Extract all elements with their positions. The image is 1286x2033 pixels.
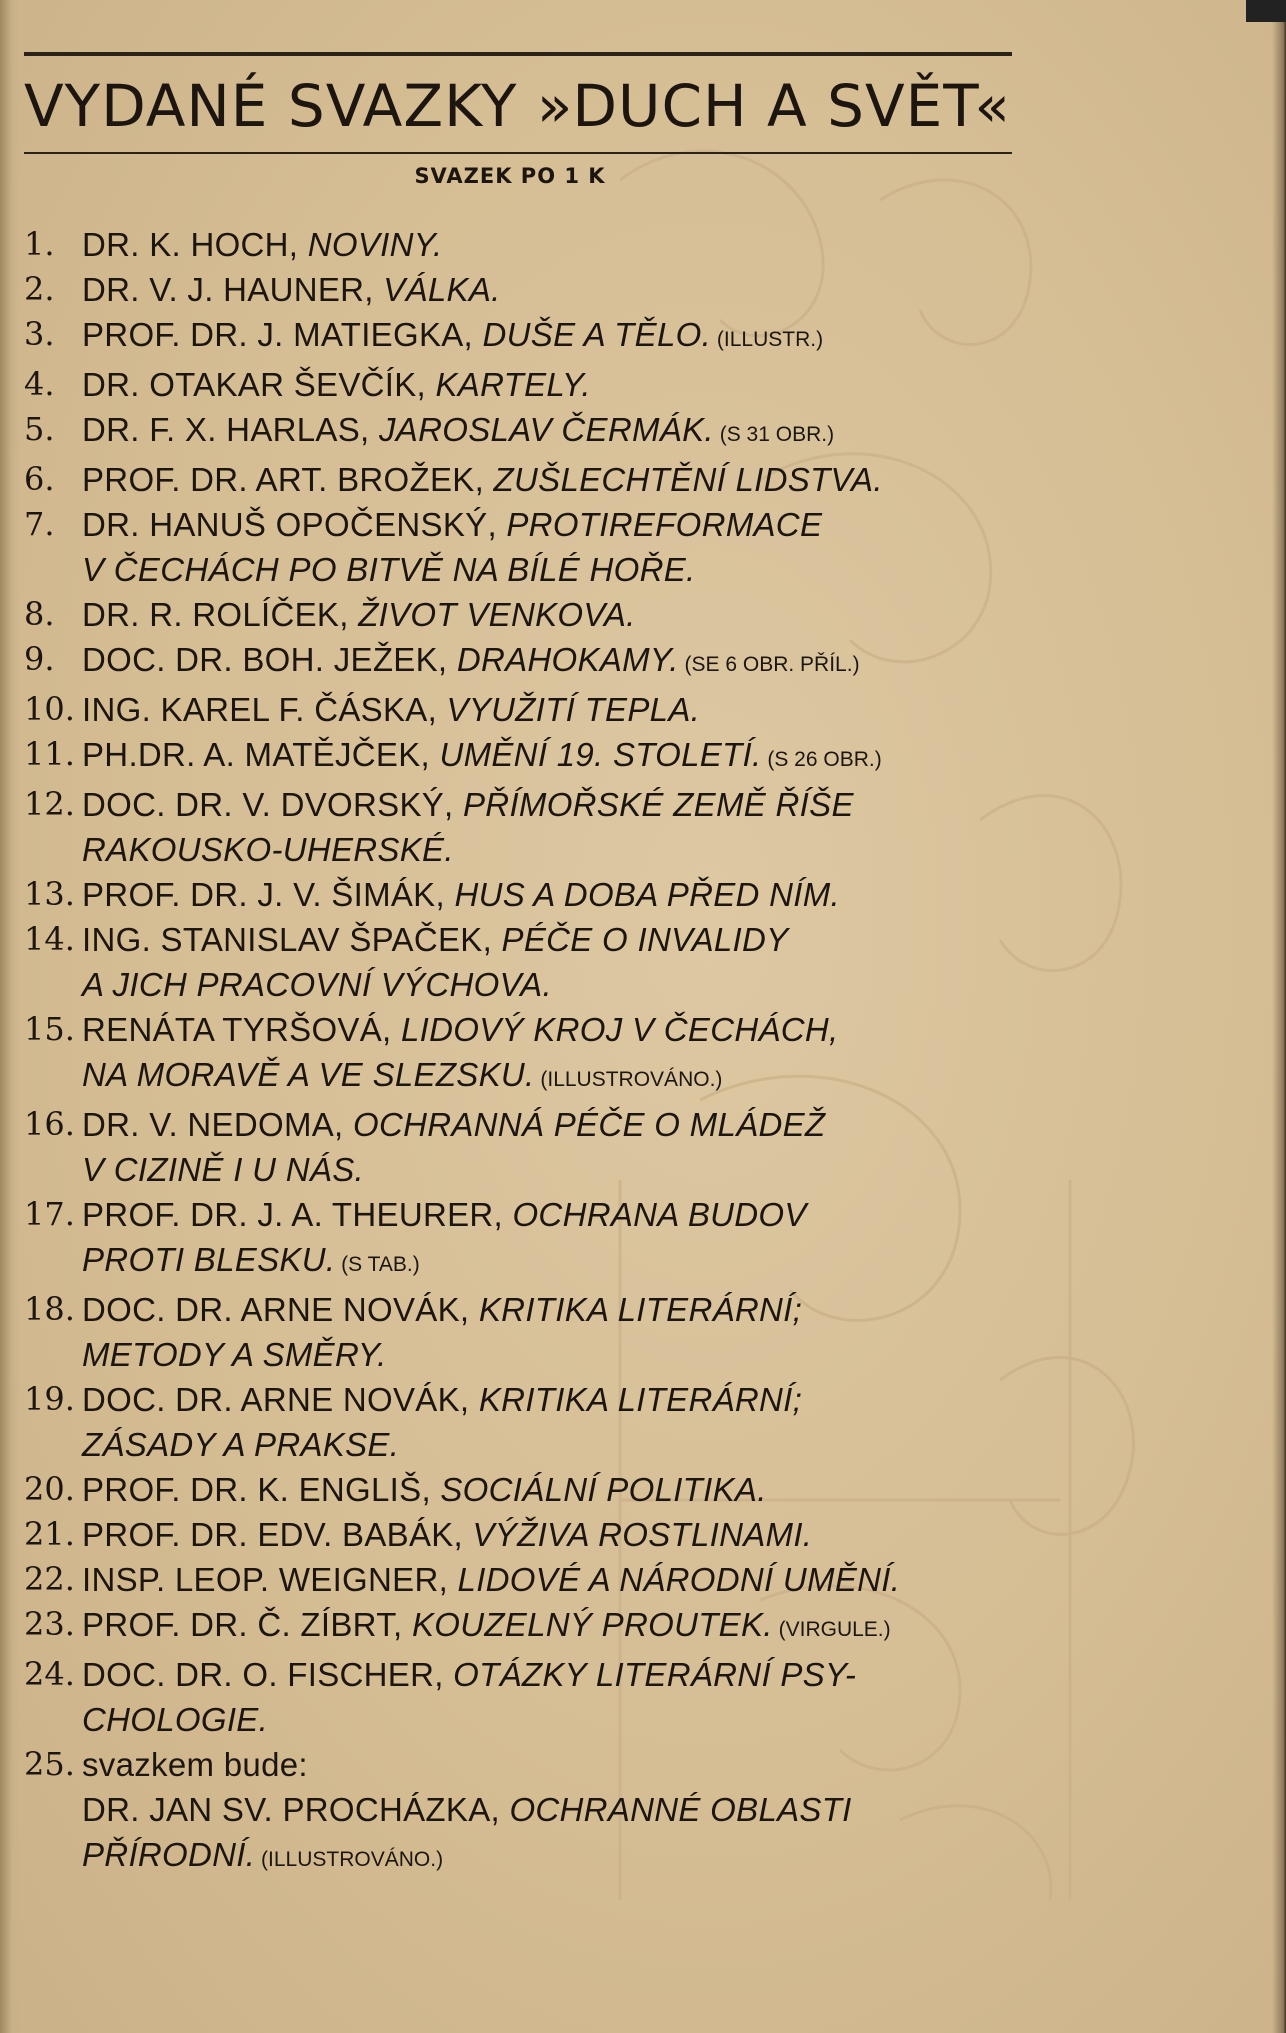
entry-title: LIDOVÉ A NÁRODNÍ UMĚNÍ. [457,1561,901,1598]
entry-number: 23. [24,1605,75,1643]
entry-line [82,1557,1020,1602]
list-item [10,1007,1020,1102]
entry-line [82,1602,1020,1652]
list-item [10,1467,1020,1512]
entry-author: DOC. DR. BOH. JEŽEK, [82,641,457,678]
list-item [10,1102,1020,1192]
entry-note: (VIRGULE.) [772,1618,891,1641]
entry-line [82,267,1020,312]
entry-author: svazkem bude: [82,1746,308,1783]
entry-title: ŽIVOT VENKOVA. [358,596,636,633]
entry-line [82,1052,1020,1102]
entry-number: 17. [24,1195,75,1233]
entry-line [82,457,1020,502]
page-subtitle: SVAZEK PO 1 K [414,164,606,188]
entry-line [82,637,1020,687]
list-item [10,687,1020,732]
entry-line [82,732,1020,782]
list-item [10,1652,1020,1742]
entry-line [82,1787,1020,1832]
entry-line [82,1237,1020,1287]
entry-author: DR. R. ROLÍČEK, [82,596,359,633]
entry-title: VÝŽIVA ROSTLINAMI. [472,1516,813,1553]
entry-author: DR. HANUŠ OPOČENSKÝ, [82,506,507,543]
entry-author: DR. JAN SV. PROCHÁZKA, [82,1791,510,1828]
list-item [10,1742,1020,1882]
entry-author: ING. STANISLAV ŠPAČEK, [82,921,502,958]
entry-line [82,362,1020,407]
entry-title: PÉČE O INVALIDY [501,921,789,958]
entry-number: 22. [24,1560,75,1598]
list-item [10,502,1020,592]
entry-author: PROF. DR. EDV. BABÁK, [82,1516,473,1553]
entry-title: CHOLOGIE. [82,1701,269,1738]
entry-line [82,1287,1020,1332]
page-title: VYDANÉ SVAZKY »DUCH A SVĚT« [24,72,1011,140]
entry-title: A JICH PRACOVNÍ VÝCHOVA. [82,966,552,1003]
entry-author: ING. KAREL F. ČÁSKA, [82,691,447,728]
page-corner [1246,0,1286,22]
entry-number: 10. [24,690,75,728]
entry-title: OCHRANA BUDOV [512,1196,807,1233]
entry-number: 3. [24,315,55,353]
entry-line [82,1512,1020,1557]
entry-title: HUS A DOBA PŘED NÍM. [454,876,840,913]
entry-title: ZÁSADY A PRAKSE. [82,1426,400,1463]
entry-number: 1. [24,225,55,263]
entry-author: PH.DR. A. MATĚJČEK, [82,736,440,773]
list-item [10,1557,1020,1602]
entry-line [82,1467,1020,1512]
entry-author: RENÁTA TYRŠOVÁ, [82,1011,401,1048]
entry-author: INSP. LEOP. WEIGNER, [82,1561,458,1598]
entry-line [82,1422,1020,1467]
list-item [10,917,1020,1007]
entry-title: UMĚNÍ 19. STOLETÍ. [439,736,762,773]
entry-title: ZUŠLECHTĚNÍ LIDSTVA. [493,461,883,498]
entry-line [82,1147,1020,1192]
entry-title: DUŠE A TĚLO. [482,316,712,353]
entry-author: DOC. DR. O. FISCHER, [82,1656,454,1693]
entry-number: 6. [24,460,55,498]
entry-title: RAKOUSKO-UHERSKÉ. [82,831,454,868]
entry-author: PROF. DR. Č. ZÍBRT, [82,1606,412,1643]
entry-author: DOC. DR. ARNE NOVÁK, [82,1381,479,1418]
entry-author: PROF. DR. J. V. ŠIMÁK, [82,876,455,913]
list-item [10,362,1020,407]
entry-author: PROF. DR. J. MATIEGKA, [82,316,483,353]
entry-line [82,687,1020,732]
entry-line [82,1742,1020,1787]
entry-number: 25. [24,1745,75,1783]
entry-line [82,1832,1020,1882]
entry-author: DOC. DR. ARNE NOVÁK, [82,1291,479,1328]
entry-number: 13. [24,875,75,913]
entry-line [82,872,1020,917]
entry-line [82,1377,1020,1422]
entry-number: 21. [24,1515,75,1553]
entry-title: KOUZELNÝ PROUTEK. [411,1606,773,1643]
entry-note: (S TAB.) [335,1253,420,1276]
page-edge-shadow [1272,0,1286,2033]
list-item [10,1377,1020,1467]
entry-title: KARTELY. [435,366,591,403]
entry-title: OTÁZKY LITERÁRNÍ PSY- [453,1656,857,1693]
entry-author: DR. V. J. HAUNER, [82,271,384,308]
entry-title: SOCIÁLNÍ POLITIKA. [440,1471,767,1508]
list-item [10,312,1020,362]
entry-title: KRITIKA LITERÁRNÍ; [478,1381,803,1418]
entry-title: PŘÍMOŘSKÉ ZEMĚ ŘÍŠE [463,786,854,823]
entry-line [82,407,1020,457]
entry-line [82,592,1020,637]
entry-title: PROTI BLESKU. [82,1241,336,1278]
entry-title: PŘÍRODNÍ. [82,1836,256,1873]
header-rule-bottom [24,152,1012,154]
header-rule-top [24,52,1012,56]
entry-title: JAROSLAV ČERMÁK. [378,411,714,448]
entry-title: NOVINY. [307,226,443,263]
entry-number: 5. [24,410,55,448]
entry-author: DR. K. HOCH, [82,226,308,263]
list-item [10,1287,1020,1377]
volume-list [10,222,1020,1882]
entry-line [82,502,1020,547]
list-item [10,732,1020,782]
entry-author: DR. OTAKAR ŠEVČÍK, [82,366,436,403]
list-item [10,782,1020,872]
entry-author: PROF. DR. K. ENGLIŠ, [82,1471,441,1508]
entry-note: (ILLUSTROVÁNO.) [255,1848,444,1871]
entry-title: OCHRANNÁ PÉČE O MLÁDEŽ [353,1106,826,1143]
entry-number: 18. [24,1290,75,1328]
entry-title: LIDOVÝ KROJ V ČECHÁCH, [401,1011,839,1048]
entry-note: (ILLUSTR.) [711,328,824,351]
entry-author: DR. F. X. HARLAS, [82,411,379,448]
entry-line [82,222,1020,267]
entry-title: VÁLKA. [383,271,501,308]
list-item [10,267,1020,312]
entry-number: 8. [24,595,55,633]
entry-title: V CIZINĚ I U NÁS. [82,1151,364,1188]
entry-number: 20. [24,1470,75,1508]
entry-author: DOC. DR. V. DVORSKÝ, [82,786,463,823]
entry-line [82,827,1020,872]
list-item [10,222,1020,267]
entry-line [82,547,1020,592]
list-item [10,407,1020,457]
entry-author: PROF. DR. J. A. THEURER, [82,1196,513,1233]
entry-number: 9. [24,640,55,678]
entry-line [82,1332,1020,1377]
list-item [10,872,1020,917]
entry-number: 16. [24,1105,75,1143]
entry-note: (S 26 OBR.) [761,748,882,771]
entry-line [82,1652,1020,1697]
entry-author: DR. V. NEDOMA, [82,1106,353,1143]
list-item [10,1602,1020,1652]
entry-title: VYUŽITÍ TEPLA. [446,691,701,728]
list-item [10,637,1020,687]
entry-line [82,1697,1020,1742]
entry-number: 24. [24,1655,75,1693]
entry-number: 2. [24,270,55,308]
entry-number: 11. [24,735,75,773]
entry-title: METODY A SMĚRY. [82,1336,387,1373]
entry-line [82,962,1020,1007]
list-item [10,592,1020,637]
entry-author: PROF. DR. ART. BROŽEK, [82,461,494,498]
entry-title: DRAHOKAMY. [456,641,679,678]
entry-title: PROTIREFORMACE [506,506,823,543]
entry-note: (S 31 OBR.) [713,423,835,446]
entry-title: KRITIKA LITERÁRNÍ; [478,1291,803,1328]
list-item [10,457,1020,502]
entry-line [82,782,1020,827]
entry-number: 12. [24,785,75,823]
entry-number: 19. [24,1380,75,1418]
entry-number: 15. [24,1010,75,1048]
entry-line [82,1192,1020,1237]
entry-line [82,917,1020,962]
entry-title: NA MORAVĚ A VE SLEZSKU. [82,1056,535,1093]
entry-line [82,1102,1020,1147]
list-item [10,1192,1020,1287]
entry-number: 14. [24,920,75,958]
list-item [10,1512,1020,1557]
entry-title: OCHRANNÉ OBLASTI [509,1791,852,1828]
entry-line [82,1007,1020,1052]
entry-note: (SE 6 OBR. PŘÍL.) [678,653,860,676]
entry-number: 7. [24,505,55,543]
entry-line [82,312,1020,362]
entry-note: (ILLUSTROVÁNO.) [534,1068,723,1091]
entry-title: V ČECHÁCH PO BITVĚ NA BÍLÉ HOŘE. [82,551,696,588]
entry-number: 4. [24,365,55,403]
